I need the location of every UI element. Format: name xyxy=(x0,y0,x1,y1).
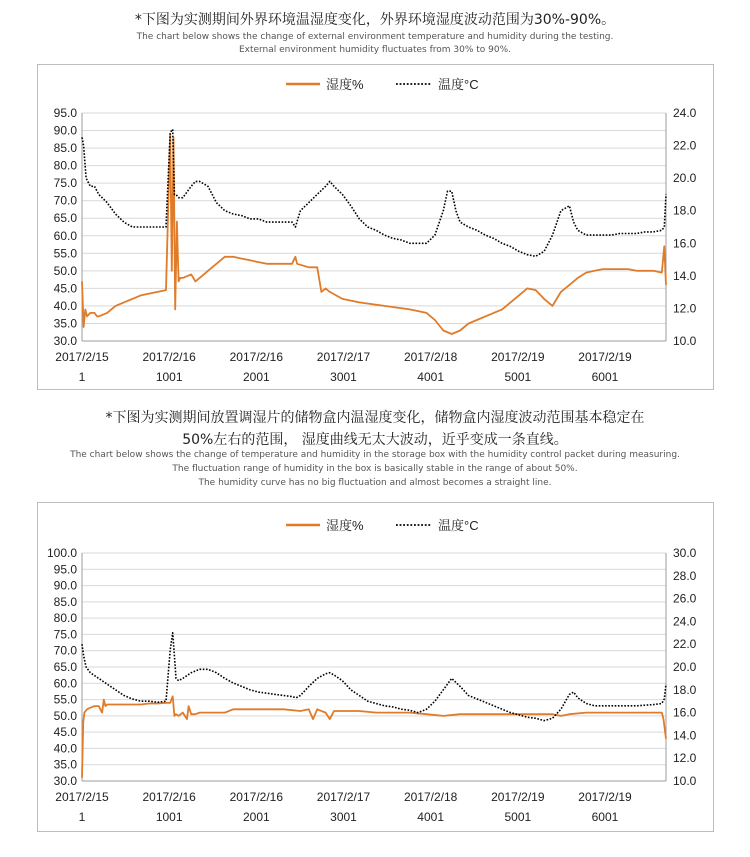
x-tick-date-label: 2017/2/15 xyxy=(55,790,109,804)
y-right-tick-label: 24.0 xyxy=(673,614,697,629)
y-right-tick-label: 10.0 xyxy=(673,334,697,348)
y-right-tick-label: 20.0 xyxy=(673,660,697,674)
x-tick-date-label: 2017/2/19 xyxy=(578,790,632,804)
temperature-series-line xyxy=(82,633,666,721)
chart2-caption-cn-1: *下图为实测期间放置调湿片的储物盒内温湿度变化，储物盒内湿度波动范围基本稳定在 xyxy=(105,410,645,426)
y-left-tick-label: 90.0 xyxy=(53,578,77,593)
y-right-tick-label: 18.0 xyxy=(673,682,697,697)
y-left-tick-label: 35.0 xyxy=(53,757,77,772)
y-left-tick-label: 65.0 xyxy=(53,660,77,674)
x-tick-index-label: 3001 xyxy=(330,810,357,824)
y-left-tick-label: 55.0 xyxy=(53,692,77,707)
x-tick-date-label: 2017/2/18 xyxy=(403,790,458,804)
y-left-tick-label: 30.0 xyxy=(53,774,77,788)
y-left-tick-label: 30.0 xyxy=(53,334,77,348)
chart1-caption-cn: *下图为实测期间外界环境温湿度变化，外界环境湿度波动范围为30%-90%。 xyxy=(134,12,616,28)
x-tick-date-label: 2017/2/16 xyxy=(142,350,196,364)
humidity-series-line xyxy=(82,134,666,334)
x-tick-date-label: 2017/2/17 xyxy=(316,790,371,804)
chart1-caption-en-1: The chart below shows the change of external environment temperature and humidity during the testing. xyxy=(136,32,614,42)
y-right-tick-label: 16.0 xyxy=(673,705,697,720)
x-tick-index-label: 1001 xyxy=(155,810,183,824)
y-left-tick-label: 35.0 xyxy=(53,316,77,331)
x-tick-date-label: 2017/2/16 xyxy=(229,350,284,364)
x-tick-date-label: 2017/2/19 xyxy=(578,350,632,364)
x-tick-index-label: 1 xyxy=(78,370,86,384)
y-left-tick-label: 95.0 xyxy=(53,562,77,577)
y-left-tick-label: 70.0 xyxy=(53,193,77,208)
y-right-tick-label: 14.0 xyxy=(673,728,697,743)
x-tick-date-label: 2017/2/17 xyxy=(316,350,371,364)
x-tick-index-label: 6001 xyxy=(591,370,619,384)
x-tick-date-label: 2017/2/15 xyxy=(55,350,109,364)
x-tick-index-label: 1001 xyxy=(155,370,183,384)
y-right-tick-label: 30.0 xyxy=(673,546,697,560)
x-tick-date-label: 2017/2/16 xyxy=(142,790,196,804)
y-left-tick-label: 95.0 xyxy=(53,106,77,120)
x-tick-date-label: 2017/2/19 xyxy=(491,790,545,804)
legend-temperature-label: 温度°C xyxy=(438,518,479,533)
y-left-tick-label: 40.0 xyxy=(53,741,77,756)
x-tick-index-label: 2001 xyxy=(242,810,270,824)
chart2-panel xyxy=(37,502,714,832)
x-tick-index-label: 4001 xyxy=(417,810,445,824)
chart2-caption-cn-2: 50%左右的范围， 湿度曲线无太大波动，近乎变成一条直线。 xyxy=(182,432,568,448)
legend-humidity-label: 湿度% xyxy=(326,77,364,92)
y-left-tick-label: 80.0 xyxy=(53,611,77,626)
legend-temperature-label: 温度°C xyxy=(438,77,479,92)
y-left-tick-label: 85.0 xyxy=(53,141,77,156)
y-left-tick-label: 65.0 xyxy=(53,211,77,226)
y-right-tick-label: 16.0 xyxy=(673,236,697,251)
y-left-tick-label: 75.0 xyxy=(53,176,77,191)
x-tick-index-label: 1 xyxy=(78,810,86,824)
y-right-tick-label: 20.0 xyxy=(673,171,697,186)
y-left-tick-label: 40.0 xyxy=(53,298,77,313)
y-left-tick-label: 60.0 xyxy=(53,228,77,243)
y-right-tick-label: 12.0 xyxy=(673,751,697,766)
y-right-tick-label: 10.0 xyxy=(673,774,697,788)
humidity-series-line xyxy=(82,696,666,777)
x-tick-index-label: 5001 xyxy=(504,810,532,824)
chart2-caption-en-1: The chart below shows the change of temperature and humidity in the storage box with the humidity control packet during measuring. xyxy=(70,450,680,460)
x-tick-date-label: 2017/2/19 xyxy=(491,350,545,364)
y-right-tick-label: 14.0 xyxy=(673,268,697,283)
chart1-svg xyxy=(38,65,713,389)
y-right-tick-label: 12.0 xyxy=(673,301,697,316)
y-left-tick-label: 50.0 xyxy=(53,708,77,723)
y-right-tick-label: 18.0 xyxy=(673,203,697,218)
y-left-tick-label: 50.0 xyxy=(53,263,77,278)
x-tick-date-label: 2017/2/16 xyxy=(229,790,284,804)
y-right-tick-label: 24.0 xyxy=(673,106,697,120)
y-left-tick-label: 60.0 xyxy=(53,676,77,691)
chart2-caption-en-2: The fluctuation range of humidity in the box is basically stable in the range of about 50%. xyxy=(172,464,578,474)
y-left-tick-label: 100.0 xyxy=(46,546,77,560)
y-left-tick-label: 55.0 xyxy=(53,246,77,261)
legend-humidity-label: 湿度% xyxy=(326,518,364,533)
y-right-tick-label: 26.0 xyxy=(673,591,697,606)
y-left-tick-label: 85.0 xyxy=(53,594,77,609)
x-tick-index-label: 2001 xyxy=(242,370,270,384)
y-left-tick-label: 75.0 xyxy=(53,627,77,642)
chart2-svg xyxy=(38,503,713,831)
x-tick-index-label: 3001 xyxy=(330,370,357,384)
y-right-tick-label: 22.0 xyxy=(673,637,697,652)
y-left-tick-label: 70.0 xyxy=(53,643,77,658)
x-tick-index-label: 5001 xyxy=(504,370,532,384)
y-left-tick-label: 45.0 xyxy=(53,725,77,740)
x-tick-index-label: 4001 xyxy=(417,370,445,384)
y-left-tick-label: 80.0 xyxy=(53,158,77,173)
x-tick-date-label: 2017/2/18 xyxy=(403,350,458,364)
chart1-panel xyxy=(37,64,714,390)
chart1-caption-en-2: External environment humidity fluctuates from 30% to 90%. xyxy=(238,45,512,55)
y-left-tick-label: 45.0 xyxy=(53,281,77,296)
x-tick-index-label: 6001 xyxy=(591,810,619,824)
y-left-tick-label: 90.0 xyxy=(53,123,77,138)
y-right-tick-label: 28.0 xyxy=(673,568,697,583)
chart2-caption-en-3: The humidity curve has no big fluctuation and almost becomes a straight line. xyxy=(198,478,552,488)
y-right-tick-label: 22.0 xyxy=(673,138,697,153)
